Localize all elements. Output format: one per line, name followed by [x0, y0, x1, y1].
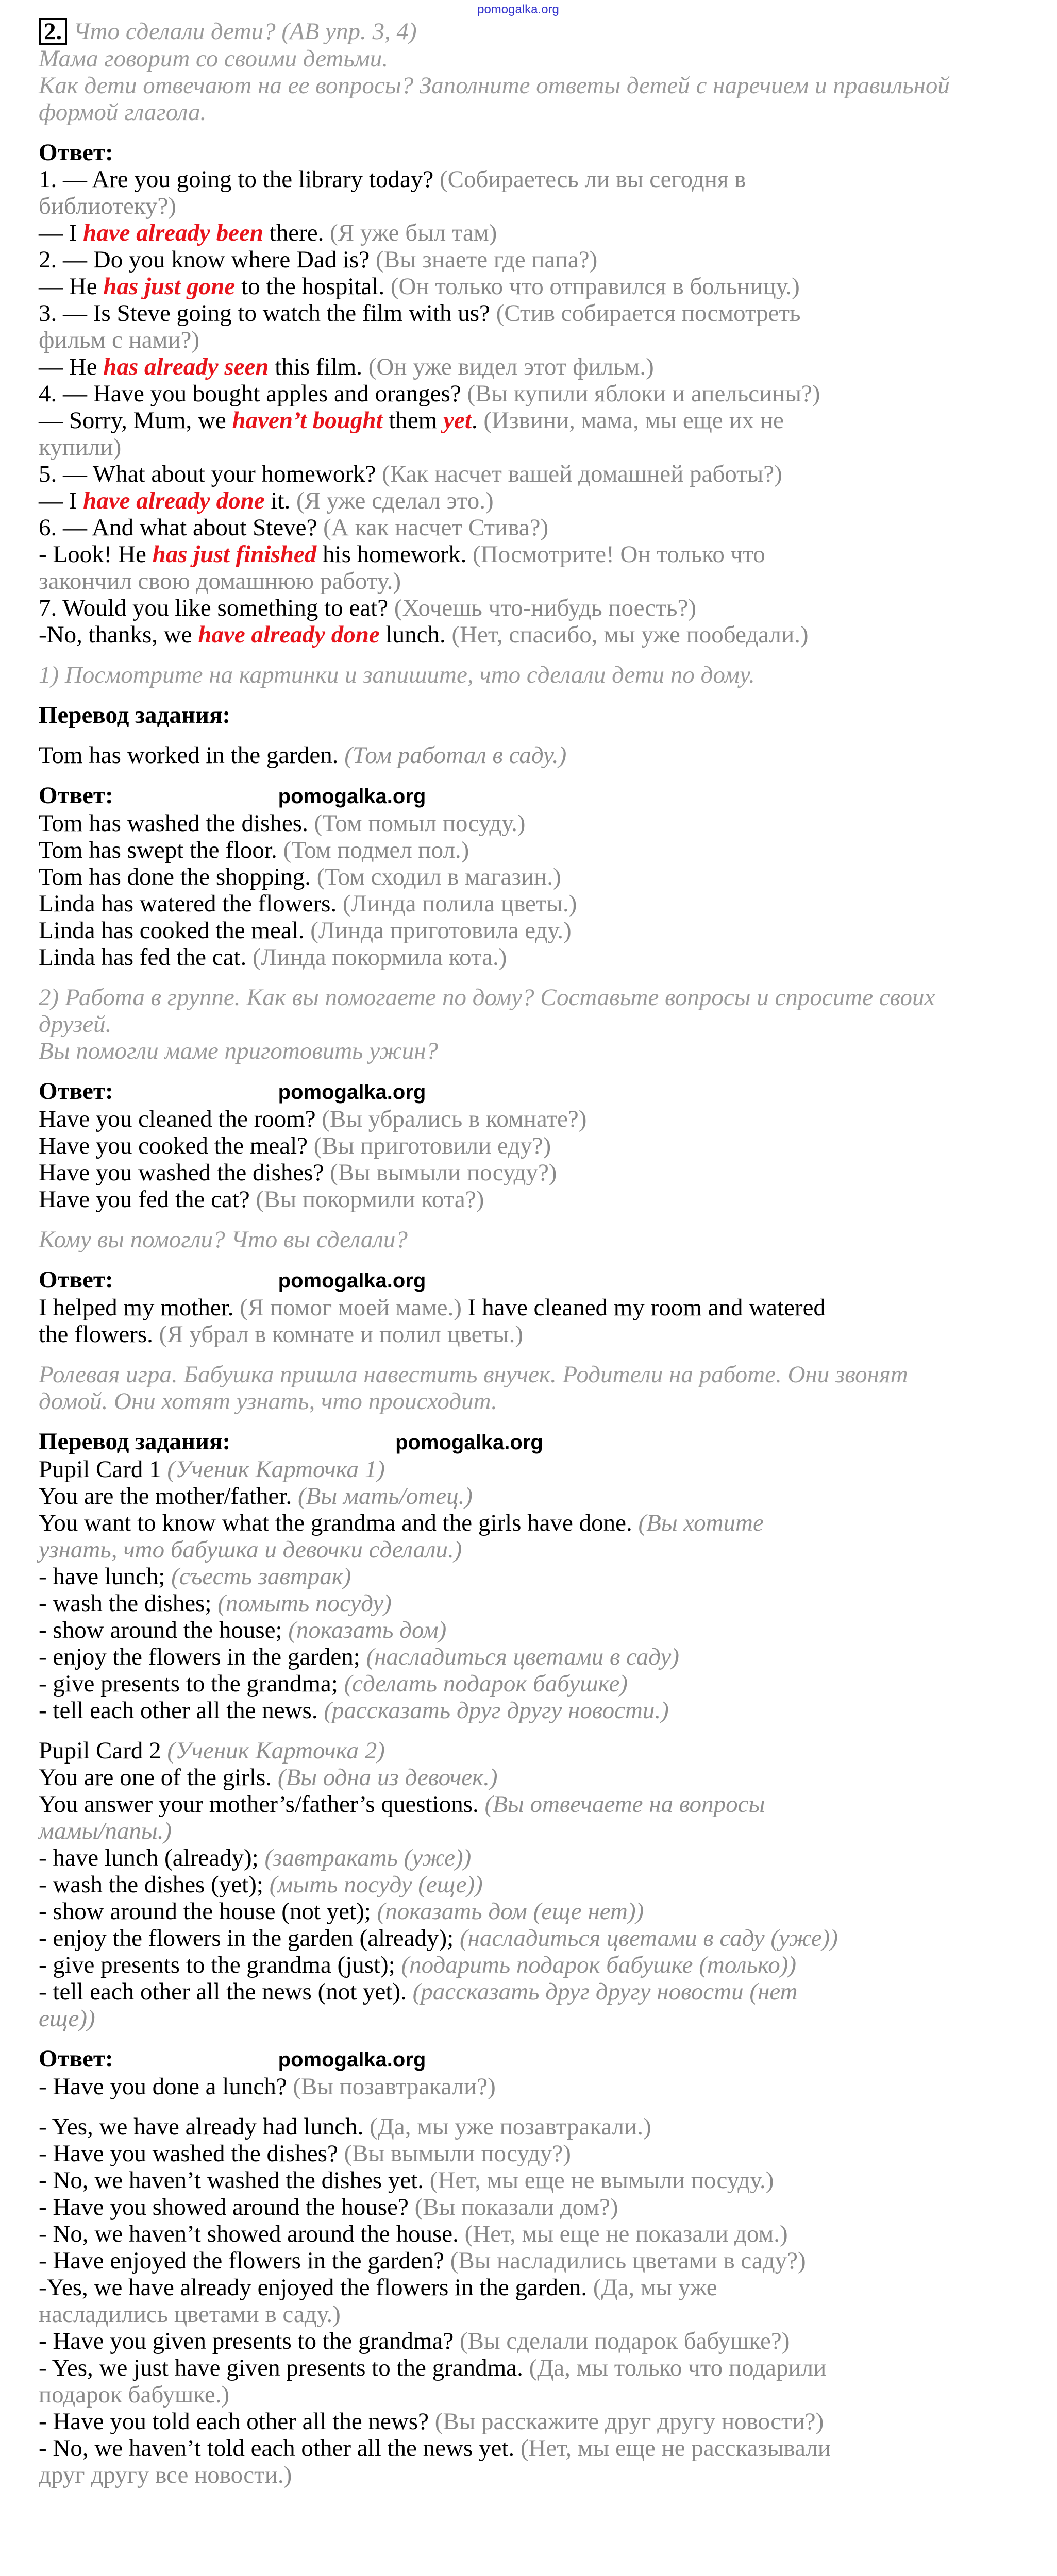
english-text: - Have you told each other all the news? — [39, 2408, 435, 2435]
answer-line — [39, 380, 1036, 407]
answer-line — [39, 2328, 1036, 2354]
verb-highlight: haven’t bought — [232, 407, 383, 434]
english-text: 2. — Do you know where Dad is? — [39, 246, 376, 273]
russian-translation: (съесть завтрак) — [171, 1563, 351, 1590]
russian-translation: (Вы мать/отец.) — [297, 1483, 473, 1510]
english-text: You are the mother/father. — [39, 1483, 298, 1510]
answer-heading-row — [39, 2045, 1036, 2073]
answer-line — [39, 2113, 1036, 2140]
answer-line — [39, 2221, 1036, 2247]
english-text: - have lunch (already); — [39, 1844, 265, 1871]
english-text: — Sorry, Mum, we — [39, 407, 232, 434]
answer-line — [39, 1321, 1036, 1348]
russian-translation: (Вы вымыли посуду?) — [344, 2140, 571, 2167]
english-text: 1. — Are you going to the library today? — [39, 166, 440, 193]
english-text: 6. — And what about Steve? — [39, 514, 324, 541]
answer-line — [39, 2354, 1036, 2381]
russian-translation: (Извини, мама, мы еще их не — [483, 407, 784, 434]
russian-translation: (Вы убрались в комнате?) — [322, 1106, 587, 1132]
russian-translation: (А как насчет Стива?) — [323, 514, 549, 541]
card-line — [39, 1871, 1036, 1898]
english-text: the flowers. — [39, 1321, 159, 1348]
russian-translation: купили) — [39, 434, 122, 461]
russian-translation: (Вы насладились цветами в саду?) — [450, 2247, 806, 2274]
russian-translation: (Как насчет вашей домашней работы?) — [382, 461, 782, 487]
russian-translation: (Он уже видел этот фильм.) — [368, 353, 654, 380]
english-text: Tom has swept the floor. — [39, 837, 283, 863]
russian-translation: (Линда приготовила еду.) — [310, 917, 572, 944]
russian-translation: (Да, мы уже — [593, 2274, 717, 2301]
translation-heading: Перевод задания: — [39, 1428, 231, 1455]
russian-translation: (Стив собирается посмотреть — [496, 300, 801, 327]
english-text: Linda has watered the flowers. — [39, 890, 343, 917]
english-text: - No, we haven’t washed the dishes yet. — [39, 2167, 430, 2194]
english-text: -Yes, we have already enjoyed the flowers in the garden. — [39, 2274, 593, 2301]
answer-line — [39, 1106, 1036, 1132]
english-text: 5. — What about your homework? — [39, 461, 382, 487]
exercise-number: 2. — [39, 18, 67, 45]
english-text: - Have you given presents to the grandma? — [39, 2328, 460, 2354]
russian-translation: друг другу все новости.) — [39, 2462, 292, 2488]
answer-line — [39, 917, 1036, 944]
answer-line — [39, 2167, 1036, 2194]
english-text: - have lunch; — [39, 1563, 172, 1590]
exercise-header — [39, 18, 1036, 45]
answer-heading: Ответ: — [39, 1266, 113, 1293]
verb-highlight: has just finished — [152, 541, 317, 568]
watermark: pomogalka.org — [278, 1081, 426, 1104]
english-text: I have cleaned my room and watered — [461, 1294, 826, 1321]
instruction-line: Вы помогли маме приготовить ужин? — [39, 1038, 439, 1064]
english-text: Pupil Card 1 — [39, 1456, 167, 1483]
card-line — [39, 1898, 1036, 1925]
english-text: his homework. — [316, 541, 473, 568]
russian-translation: (Вы показали дом?) — [414, 2194, 618, 2221]
answer-line — [39, 273, 1036, 300]
russian-translation: (показать дом (еще нет)) — [377, 1898, 644, 1925]
verb-highlight: have already done — [198, 621, 380, 648]
russian-translation: (Собираетесь ли вы сегодня в — [439, 166, 746, 193]
english-text: - Look! He — [39, 541, 153, 568]
answer-line — [39, 2073, 1036, 2100]
russian-translation: (Нет, мы еще не рассказывали — [520, 2435, 831, 2462]
english-text: - give presents to the grandma; — [39, 1670, 344, 1697]
russian-translation: еще)) — [39, 2005, 95, 2032]
answer-heading-row — [39, 1266, 1036, 1294]
russian-translation: (Я уже был там) — [330, 219, 497, 246]
english-text: - enjoy the flowers in the garden; — [39, 1643, 366, 1670]
answer-line — [39, 327, 1036, 353]
russian-translation: (Я помог моей маме.) — [240, 1294, 462, 1321]
russian-translation: библиотеку?) — [39, 193, 176, 219]
answer-line — [39, 246, 1036, 273]
verb-highlight: has just gone — [103, 273, 236, 300]
russian-translation: (Я уже сделал это.) — [296, 487, 494, 514]
answer-heading: Ответ: — [39, 782, 113, 809]
answer-line — [39, 461, 1036, 487]
russian-translation: закончил свою домашнюю работу.) — [39, 568, 401, 595]
russian-translation: (завтракать (уже)) — [264, 1844, 472, 1871]
watermark: pomogalka.org — [477, 3, 559, 16]
answer-line — [39, 2247, 1036, 2274]
english-text: — I — [39, 487, 83, 514]
russian-translation: узнать, что бабушка и девочки сделали.) — [39, 1536, 462, 1563]
answer-line — [39, 193, 1036, 219]
card-line — [39, 1670, 1036, 1697]
russian-translation: (Вы расскажите друг другу новости?) — [434, 2408, 824, 2435]
answer-line — [39, 353, 1036, 380]
answer-line — [39, 863, 1036, 890]
english-text: - tell each other all the news. — [39, 1697, 324, 1724]
english-text: lunch. — [379, 621, 452, 648]
english-text: - give presents to the grandma (just); — [39, 1952, 401, 1978]
card-line — [39, 1818, 1036, 1844]
russian-translation: (Да, мы только что подарили — [529, 2354, 827, 2381]
russian-translation: (показать дом) — [288, 1617, 447, 1643]
english-text: - Yes, we just have given presents to the grandma. — [39, 2354, 529, 2381]
answer-line — [39, 2462, 1036, 2488]
card-line — [39, 1563, 1036, 1590]
english-text: You want to know what the grandma and the girls have done. — [39, 1510, 639, 1536]
russian-translation: (Вы отвечаете на вопросы — [484, 1791, 765, 1818]
card-line — [39, 1925, 1036, 1952]
english-text: Tom has done the shopping. — [39, 863, 317, 890]
russian-translation: (Нет, мы еще не вымыли посуду.) — [429, 2167, 774, 2194]
english-text: - No, we haven’t showed around the house. — [39, 2221, 465, 2247]
english-text: 4. — Have you bought apples and oranges? — [39, 380, 467, 407]
russian-translation: (Посмотрите! Он только что — [473, 541, 765, 568]
answer-line — [39, 568, 1036, 595]
english-text: Linda has fed the cat. — [39, 944, 253, 971]
answer-line — [39, 407, 1036, 434]
russian-translation: (Вы приготовили еду?) — [313, 1132, 551, 1159]
card-line — [39, 1456, 1036, 1483]
russian-translation: (Нет, мы еще не показали дом.) — [464, 2221, 788, 2247]
english-text: Linda has cooked the meal. — [39, 917, 311, 944]
russian-translation: (Том работал в саду.) — [344, 742, 567, 769]
russian-translation: (сделать подарок бабушке) — [344, 1670, 628, 1697]
russian-translation: (Том помыл посуду.) — [314, 810, 526, 837]
answer-line — [39, 837, 1036, 863]
answer-line — [39, 2435, 1036, 2462]
russian-translation: (Хочешь что-нибудь поесть?) — [394, 595, 696, 621]
card-line — [39, 1643, 1036, 1670]
answer-line — [39, 2381, 1036, 2408]
english-text: - wash the dishes; — [39, 1590, 218, 1617]
english-text: You answer your mother’s/father’s questions. — [39, 1791, 485, 1818]
english-text: - Have you done a lunch? — [39, 2073, 293, 2100]
card-line — [39, 1952, 1036, 1978]
english-text: . — [471, 407, 484, 434]
english-text: — He — [39, 273, 104, 300]
russian-translation: (Вы вымыли посуду?) — [330, 1159, 557, 1186]
translation-heading: Перевод задания: — [39, 702, 231, 728]
russian-translation: (рассказать друг другу новости.) — [324, 1697, 669, 1724]
answer-line — [39, 2274, 1036, 2301]
russian-translation: (подарить подарок бабушке (только)) — [401, 1952, 797, 1978]
answer-line — [39, 2301, 1036, 2328]
english-text: it. — [264, 487, 296, 514]
russian-translation: фильм с нами?) — [39, 327, 200, 353]
russian-translation: (Я убрал в комнате и полил цветы.) — [159, 1321, 524, 1348]
answer-heading: Ответ: — [39, 1078, 113, 1105]
translation-line — [39, 742, 1036, 769]
answer-line — [39, 2140, 1036, 2167]
english-text: - Have enjoyed the flowers in the garden? — [39, 2247, 450, 2274]
russian-translation: (Вы сделали подарок бабушке?) — [460, 2328, 790, 2354]
english-text: Tom has worked in the garden. — [39, 742, 345, 769]
english-text: - Have you showed around the house? — [39, 2194, 415, 2221]
english-text: them — [382, 407, 444, 434]
english-text: - enjoy the flowers in the garden (already); — [39, 1925, 460, 1952]
english-text: — He — [39, 353, 104, 380]
russian-translation: (Линда покормила кота.) — [253, 944, 507, 971]
instruction-line: друзей. — [39, 1011, 112, 1038]
english-text: there. — [263, 219, 330, 246]
instruction-line: 2) Работа в группе. Как вы помогаете по дому? Составьте вопросы и спросите своих — [39, 984, 935, 1011]
russian-translation: (Линда полила цветы.) — [342, 890, 577, 917]
english-text: Have you fed the cat? — [39, 1186, 256, 1213]
english-text: - show around the house; — [39, 1617, 289, 1643]
english-text: Tom has washed the dishes. — [39, 810, 314, 837]
answer-line — [39, 621, 1036, 648]
russian-translation: (Вы купили яблоки и апельсины?) — [467, 380, 820, 407]
english-text: Have you washed the dishes? — [39, 1159, 330, 1186]
instruction-line: Кому вы помогли? Что вы сделали? — [39, 1226, 408, 1253]
answer-line — [39, 2408, 1036, 2435]
russian-translation: (Вы покормили кота?) — [256, 1186, 484, 1213]
answer-line — [39, 300, 1036, 327]
watermark: pomogalka.org — [395, 1431, 543, 1454]
answer-line — [39, 487, 1036, 514]
instruction-line: 1) Посмотрите на картинки и запишите, что сделали дети по дому. — [39, 662, 755, 688]
card-line — [39, 1617, 1036, 1643]
russian-translation: (Вы одна из девочек.) — [277, 1764, 498, 1791]
card-line — [39, 1978, 1036, 2005]
english-text: - show around the house (not yet); — [39, 1898, 377, 1925]
answer-line — [39, 434, 1036, 461]
card-line — [39, 1536, 1036, 1563]
exercise-title: Что сделали дети? (AB упр. 3, 4) — [73, 18, 417, 45]
russian-translation: (Да, мы уже позавтракали.) — [370, 2113, 651, 2140]
english-text: - Yes, we have already had lunch. — [39, 2113, 370, 2140]
instruction-line: формой глагола. — [39, 99, 207, 126]
russian-translation: (Ученик Карточка 1) — [167, 1456, 385, 1483]
answer-line — [39, 219, 1036, 246]
english-text: -No, thanks, we — [39, 621, 198, 648]
card-line — [39, 1844, 1036, 1871]
answer-line — [39, 595, 1036, 621]
answer-line — [39, 541, 1036, 568]
english-text: 3. — Is Steve going to watch the film with us? — [39, 300, 496, 327]
russian-translation: мамы/папы.) — [39, 1818, 172, 1844]
english-text: — I — [39, 219, 83, 246]
card-line — [39, 1590, 1036, 1617]
card-line — [39, 1510, 1036, 1536]
card-line — [39, 1764, 1036, 1791]
adverb-highlight: yet — [443, 407, 472, 434]
card-line — [39, 1697, 1036, 1724]
english-text: this film. — [269, 353, 368, 380]
verb-highlight: have already done — [83, 487, 265, 514]
answer-line — [39, 2194, 1036, 2221]
english-text: - No, we haven’t told each other all the news yet. — [39, 2435, 521, 2462]
english-text: - Have you washed the dishes? — [39, 2140, 344, 2167]
card-line — [39, 1791, 1036, 1818]
english-text: - wash the dishes (yet); — [39, 1871, 270, 1898]
answer-heading: Ответ: — [39, 139, 113, 166]
instruction-line: Мама говорит со своими детьми. — [39, 45, 389, 72]
russian-translation: (мыть посуду (еще)) — [269, 1871, 483, 1898]
translation-heading-row — [39, 1428, 1036, 1456]
answer-line — [39, 1159, 1036, 1186]
russian-translation: (рассказать друг другу новости (нет — [412, 1978, 798, 2005]
russian-translation: (Он только что отправился в больницу.) — [390, 273, 800, 300]
english-text: Pupil Card 2 — [39, 1737, 167, 1764]
answer-line — [39, 890, 1036, 917]
english-text: Have you cooked the meal? — [39, 1132, 314, 1159]
russian-translation: (Том подмел пол.) — [283, 837, 469, 863]
russian-translation: (насладиться цветами в саду (уже)) — [459, 1925, 838, 1952]
russian-translation: (Вы хотите — [638, 1510, 764, 1536]
answer-line — [39, 166, 1036, 193]
verb-highlight: has already seen — [103, 353, 269, 380]
instruction-line: Ролевая игра. Бабушка пришла навестить внучек. Родители на работе. Они звонят — [39, 1361, 908, 1388]
russian-translation: (Вы знаете где папа?) — [375, 246, 598, 273]
answer-heading-row — [39, 1078, 1036, 1106]
russian-translation: (Том сходил в магазин.) — [316, 863, 561, 890]
instruction-line: домой. Они хотят узнать, что происходит. — [39, 1388, 497, 1415]
answer-line — [39, 514, 1036, 541]
english-text: - tell each other all the news (not yet). — [39, 1978, 413, 2005]
russian-translation: (Вы позавтракали?) — [293, 2073, 496, 2100]
russian-translation: насладились цветами в саду.) — [39, 2301, 341, 2328]
english-text: 7. Would you like something to eat? — [39, 595, 394, 621]
answer-line — [39, 1132, 1036, 1159]
card-line — [39, 2005, 1036, 2032]
watermark: pomogalka.org — [278, 785, 426, 808]
russian-translation: (Нет, спасибо, мы уже пообедали.) — [451, 621, 809, 648]
verb-highlight: have already been — [83, 219, 263, 246]
english-text: I helped my mother. — [39, 1294, 240, 1321]
russian-translation: (Ученик Карточка 2) — [167, 1737, 385, 1764]
english-text: to the hospital. — [235, 273, 391, 300]
answer-heading: Ответ: — [39, 2045, 113, 2072]
russian-translation: (помыть посуду) — [217, 1590, 392, 1617]
answer-heading-row — [39, 782, 1036, 810]
answer-line — [39, 1294, 1036, 1321]
instruction-line: Как дети отвечают на ее вопросы? Заполните ответы детей с наречием и правильной — [39, 72, 950, 99]
russian-translation: подарок бабушке.) — [39, 2381, 230, 2408]
watermark: pomogalka.org — [278, 1269, 426, 1292]
english-text: You are one of the girls. — [39, 1764, 278, 1791]
answer-line — [39, 1186, 1036, 1213]
english-text: Have you cleaned the room? — [39, 1106, 322, 1132]
answer-line — [39, 944, 1036, 971]
watermark: pomogalka.org — [278, 2048, 426, 2071]
answer-line — [39, 810, 1036, 837]
card-line — [39, 1737, 1036, 1764]
russian-translation: (насладиться цветами в саду) — [366, 1643, 679, 1670]
card-line — [39, 1483, 1036, 1510]
